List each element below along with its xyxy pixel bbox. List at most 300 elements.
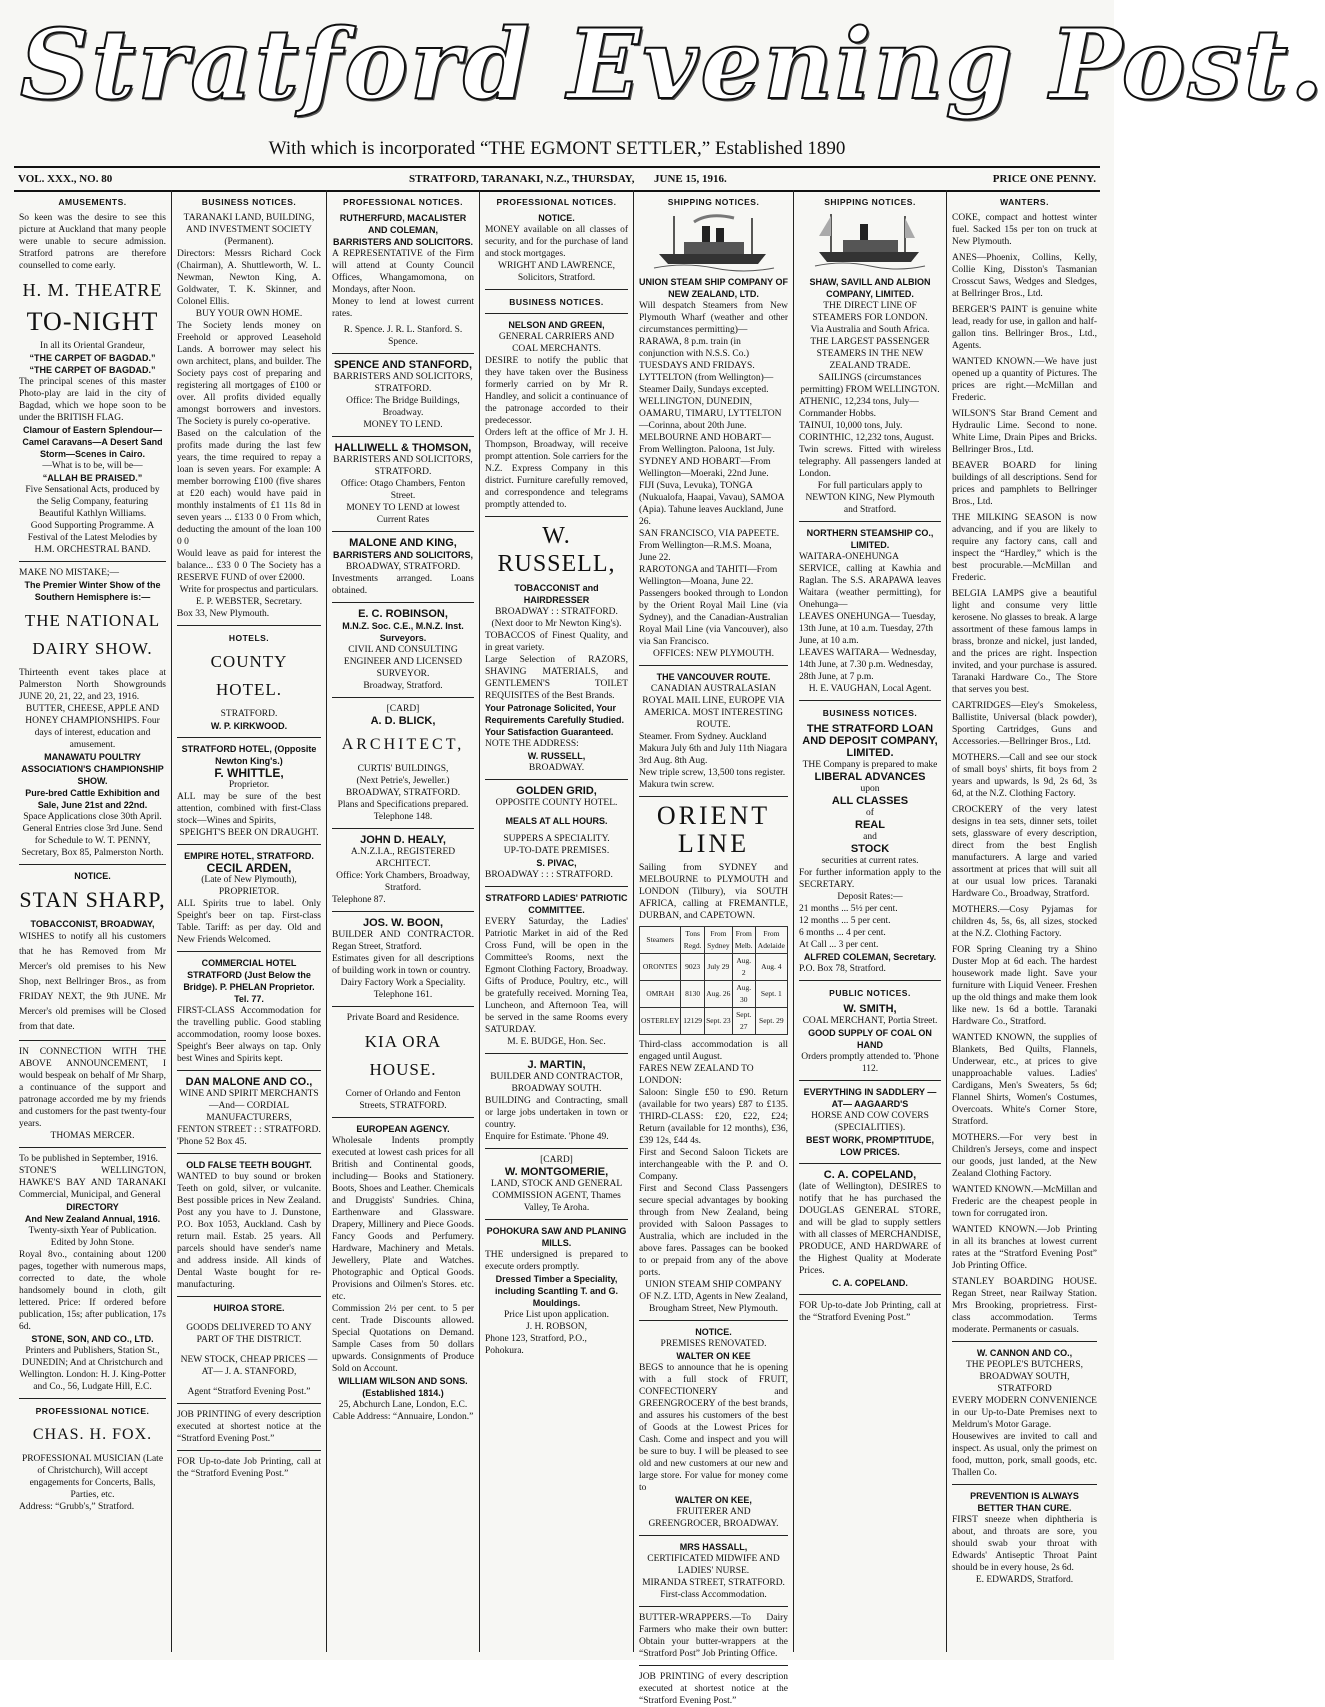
ad-text: BEST WORK, PROMPTITUDE, LOW PRICES. bbox=[806, 1135, 934, 1157]
sailing-item: SAN FRANCISCO, VIA PAPEETE. From Wellington—R.M.S. Moana, June 22. bbox=[639, 529, 780, 563]
section-heading: BUSINESS NOTICES. bbox=[822, 708, 918, 718]
ad-text: Proprietor. bbox=[228, 780, 270, 790]
section-heading: BUSINESS NOTICES. bbox=[201, 197, 297, 207]
section-heading: SHIPPING NOTICES. bbox=[824, 197, 916, 207]
section-heading: PROFESSIONAL NOTICES. bbox=[343, 197, 463, 207]
ad-text: Dairy Factory Work a Speciality. Telephone 161. bbox=[340, 978, 466, 1000]
divider bbox=[19, 1398, 166, 1399]
ad-heading: HALLIWELL & THOMSON, bbox=[334, 442, 472, 454]
divider bbox=[639, 665, 788, 666]
ad-text: BUTTER, CHEESE, APPLE AND HONEY CHAMPIONSHIPS. Four days of interest, education and amusement. bbox=[25, 704, 160, 750]
ad-text: Office: Otago Chambers, Fenton Street. bbox=[340, 479, 466, 501]
ad-heading: KIA ORA HOUSE. bbox=[364, 1032, 442, 1079]
ad-text: THE LARGEST PASSENGER STEAMERS IN THE NEW ZEALAND TRADE. bbox=[810, 337, 930, 371]
divider bbox=[639, 1320, 788, 1321]
notice-heading: NOTICE. bbox=[538, 213, 575, 223]
ad-text: Printers and Publishers, Station St., DUNEDIN; And at Christchurch and Wellington. London: H. J. King-Potter and Co., 56, Ludgate Hill, E.C. bbox=[19, 1346, 166, 1392]
sailing-item: SYDNEY AND HOBART—From Wellington—Moeraki, 22nd June. bbox=[639, 457, 771, 479]
steamship-illustration bbox=[639, 212, 788, 272]
ad-text: First and Second Saloon Tickets are interchangeable with the P. and O. Company. bbox=[639, 1148, 788, 1182]
divider bbox=[177, 1153, 321, 1154]
ad-heading: POHOKURA SAW AND PLANING MILLS. bbox=[486, 1226, 627, 1248]
divider bbox=[639, 796, 788, 797]
table-header: Tons Regd. bbox=[681, 927, 705, 954]
table-cell: 8130 bbox=[681, 981, 705, 1008]
volume-number: VOL. XXX., NO. 80 bbox=[18, 173, 113, 185]
ad-text: WANTED to buy sound or broken Teeth on gold, silver, or vulcanite. Best possible prices in New Zealand. Post any you have to J. Dunstone, P.O. Box 1053, Auckland. Cash by return mail. Estab. 25 years. All parcels should have sender's name and address inside. All kinds of Dental Waste bought for re-manufacturing. bbox=[177, 1172, 321, 1290]
ad-text: MONEY TO LEND at lowest Current Rates bbox=[346, 503, 460, 525]
ad-text: The principal scenes of this master Photo-play are laid in the city of Bagdad, which we hope soon to be under the BRITISH FLAG. bbox=[19, 377, 166, 423]
dateline bbox=[14, 166, 1100, 192]
ad-text: CURTIS' BUILDINGS, bbox=[357, 764, 449, 774]
divider bbox=[177, 951, 321, 952]
divider bbox=[799, 980, 941, 981]
ad-text: Commission 2½ per cent. to 5 per cent. Trade Discounts allowed. Special Quotations on Demand. Sample Cases from 50 dollars upwards. Consignments of Produce Sold on Account. bbox=[332, 1304, 474, 1374]
ad-text: Plans and Specifications prepared. Telephone 148. bbox=[337, 800, 469, 822]
ad-text: SAILINGS (circumstances permitting) FROM WELLINGTON. bbox=[800, 373, 940, 395]
ad-text: W. P. KIRKWOOD. bbox=[210, 721, 288, 731]
divider bbox=[485, 313, 628, 314]
ad-text: ALFRED COLEMAN, Secretary. bbox=[803, 952, 937, 962]
table-cell: Sept. 1 bbox=[755, 981, 787, 1008]
ad-heading: NORTHERN STEAMSHIP CO., LIMITED. bbox=[806, 528, 934, 550]
table-cell: Sept. 29 bbox=[755, 1008, 787, 1035]
ad-heading: THE NATIONAL DAIRY SHOW. bbox=[24, 611, 161, 658]
sailing-item: FIJI (Suva, Levuka), TONGA (Nukualofa, Haapai, Vavau), SAMOA (Apia). Tahune leaves Auckland, June 26. bbox=[639, 481, 784, 527]
divider bbox=[332, 828, 474, 829]
ad-text: THE undersigned is prepared to execute orders promptly. bbox=[485, 1250, 628, 1272]
ad-heading: GOLDEN GRID, bbox=[516, 785, 597, 797]
ad-text: BROADWAY : : : STRATFORD. bbox=[485, 870, 613, 880]
ad-text: Housewives are invited to call and inspect. As usual, only the primest on food, mutton, pork, small goods, etc. Thallen Co. bbox=[952, 1432, 1097, 1478]
ad-heading: E. C. ROBINSON, bbox=[358, 608, 448, 620]
ad-text: BROADWAY SOUTH. bbox=[511, 1084, 602, 1094]
ad-text: A.N.Z.I.A., REGISTERED ARCHITECT. bbox=[350, 847, 456, 869]
divider bbox=[332, 911, 474, 912]
classified-ad: MOTHERS.—Call and see our stock of small boys' shirts, fit boys from 2 years and upwards, ls 9d, 2s 6d, 3s 6d, at the N.Z. Clothing Factory. bbox=[952, 753, 1097, 799]
ad-text: Clamour of Eastern Splendour—Camel Caravans—A Desert Sand Storm—Scenes in Cairo. bbox=[22, 425, 163, 459]
table-row bbox=[640, 954, 788, 981]
ad-heading: SHAW, SAVILL AND ALBION COMPANY, LIMITED. bbox=[809, 277, 931, 299]
table-cell: 12129 bbox=[681, 1008, 705, 1035]
divider bbox=[332, 697, 474, 698]
classified-ad: THE MILKING SEASON is now advancing, and if you are likely to require any factory cans, call and inspect the “Hardley,” which is the best procurable.—McMillan and Frederic. bbox=[952, 513, 1097, 583]
divider bbox=[485, 1148, 628, 1149]
ad-text: Twin screws. Fitted with wireless telegraphy. All passengers landed at London. bbox=[799, 445, 941, 479]
ad-text: A REPRESENTATIVE of the Firm will attend at County Council Offices, Whangamomona, on Mondays, after Noon. bbox=[332, 249, 474, 295]
ad-text: THE Company is prepared to make bbox=[802, 760, 938, 770]
ad-text: M. E. BUDGE, Hon. Sec. bbox=[507, 1037, 606, 1047]
sailing-item: WELLINGTON, DUNEDIN, OAMARU, TIMARU, LYTTELTON—Corinna, about 20th June. bbox=[639, 397, 782, 431]
masthead-title: Stratford Evening Post. bbox=[20, 8, 1325, 121]
ad-text: IN CONNECTION WITH THE ABOVE ANNOUNCEMENT, I would bespeak on behalf of Mr Sharp, a continuance of the support and patronage accorded me by my friends and customers for the past twenty-four years. bbox=[19, 1047, 166, 1129]
ad-text: Steamer. From Sydney. Auckland Makura July 6th and July 11th Niagara 3rd Aug. 8th Aug. bbox=[639, 732, 787, 766]
ad-heading: TARANAKI LAND, BUILDING, AND INVESTMENT SOCIETY (Permanent). bbox=[183, 213, 315, 247]
divider bbox=[332, 353, 474, 354]
ad-text: STONE'S WELLINGTON, HAWKE'S BAY AND TARANAKI Commercial, Municipal, and General bbox=[19, 1166, 166, 1200]
table-cell: ORONTES bbox=[640, 954, 681, 981]
table-header: From Adelaide bbox=[755, 927, 787, 954]
ad-text: BROADWAY : : STRATFORD. bbox=[495, 607, 618, 617]
ad-text: Space Applications close 30th April. General Entries close 3rd June. Send for Schedule to W. T. PENNY, Secretary, Box 85, Palmerston North. bbox=[21, 812, 164, 858]
notice-heading: NOTICE. bbox=[695, 1327, 732, 1337]
divider bbox=[952, 1484, 1097, 1485]
dateline-date: JUNE 15, 1916. bbox=[654, 173, 727, 185]
ad-text: Sailing from SYDNEY and MELBOURNE to PLYMOUTH and LONDON (Tilbury), via SOUTH AFRICA, calling at FREMANTLE, DURBAN, and CAPETOWN. bbox=[639, 863, 788, 921]
ad-text: Agent “Stratford Evening Post.” bbox=[187, 1387, 311, 1397]
divider bbox=[952, 1341, 1097, 1342]
ad-heading: COMMERCIAL HOTEL STRATFORD (Just Below the Bridge). P. PHELAN Proprietor. Tel. 77. bbox=[183, 958, 315, 1004]
ad-text: Twenty-sixth Year of Publication. Edited by John Stone. bbox=[28, 1226, 157, 1248]
ad-heading: MRS HASSALL, bbox=[679, 1542, 748, 1552]
ad-text: STONE, SON, AND CO., LTD. bbox=[31, 1334, 154, 1344]
divider bbox=[19, 864, 166, 865]
table-row bbox=[640, 1008, 788, 1035]
divider bbox=[19, 1147, 166, 1148]
ad-text: LIBERAL ADVANCES bbox=[814, 771, 926, 783]
ad-heading: EVERYTHING IN SADDLERY —AT— AAGAARD'S bbox=[803, 1087, 937, 1109]
ad-heading: SPENCE AND STANFORD, bbox=[333, 359, 473, 371]
ad-text: MANAWATU POULTRY ASSOCIATION'S CHAMPIONSHIP SHOW. bbox=[21, 752, 164, 786]
table-cell: Aug. 30 bbox=[732, 981, 755, 1008]
masthead-subtitle: With which is incorporated “THE EGMONT SETTLER,” Established 1890 bbox=[268, 138, 846, 159]
ad-text: Enquire for Estimate. 'Phone 49. bbox=[485, 1132, 609, 1142]
ad-text: COAL MERCHANT, Portia Street. bbox=[802, 1016, 938, 1026]
ad-text: Royal 8vo., containing about 1200 pages, together with numerous maps, corrected to date, the whole handsomely bound in cloth, gilt lettered. Price: If ordered before publication, 15s; after publication, 17s 6d. bbox=[19, 1250, 166, 1332]
ad-heading: JOS. W. BOON, bbox=[362, 917, 444, 929]
classified-ad: CARTRIDGES—Eley's Smokeless, Ballistite, Universal (black powder), Sporting Cartridges, Guns and Accessories.—Bellringer Bros., Ltd. bbox=[952, 701, 1097, 747]
ad-text: Via Australia and South Africa. bbox=[810, 325, 930, 335]
ad-heading: EMPIRE HOTEL, STRATFORD. bbox=[184, 851, 314, 861]
ad-text: Office: The Bridge Buildings, Broadway. bbox=[346, 396, 460, 418]
sailing-item: CORINTHIC, 12,232 tons, August. bbox=[799, 433, 934, 443]
ad-heading: JOHN D. HEALY, bbox=[360, 834, 446, 846]
ad-text: Deposit Rates:— bbox=[837, 892, 903, 902]
ad-text: FIRST sneeze when diphtheria is about, and throats are sore, you should swab your throat with Edwards' Antiseptic Throat Paint should be in every house, 2s 6d. bbox=[952, 1515, 1097, 1573]
column-2 bbox=[172, 190, 327, 1652]
divider bbox=[639, 1665, 788, 1666]
sailing-item: LEAVES WAITARA— Wednesday, 14th June, at 7.30 p.m. Wednesday, 28th June, at 7 p.m. bbox=[799, 648, 937, 682]
ad-text: FOR Up-to-date Job Printing, call at the “Stratford Evening Post.” bbox=[177, 1457, 321, 1479]
column-6 bbox=[794, 190, 947, 1652]
divider bbox=[485, 289, 628, 290]
divider bbox=[799, 521, 941, 522]
ad-text: C. A. COPELAND. bbox=[832, 1278, 908, 1288]
notice-heading: NOTICE. bbox=[74, 871, 111, 881]
ad-text: of bbox=[866, 808, 874, 818]
ad-text: [CARD] bbox=[540, 1155, 573, 1165]
ad-heading: RUTHERFURD, MACALISTER AND COLEMAN, bbox=[339, 213, 467, 235]
ad-text: BUILDER AND CONTRACTOR. Regan Street, Stratford. bbox=[332, 930, 474, 952]
ad-text: PREMISES RENOVATED. bbox=[660, 1339, 767, 1349]
sailing-item: ATHENIC, 12,234 tons, July—Cornmander Hobbs. bbox=[799, 397, 919, 419]
ad-text: and bbox=[863, 832, 877, 842]
ad-text: ALL Spirits true to label. Only Speight's beer on tap. First-class Table. Tariff: as per day. Old and New Friends Welcomed. bbox=[177, 899, 321, 945]
ad-text: W. RUSSELL, bbox=[527, 751, 586, 761]
ad-text: GOOD SUPPLY OF COAL ON HAND bbox=[808, 1028, 932, 1050]
ad-text: MAKE NO MISTAKE;— bbox=[19, 568, 120, 578]
classified-ad: MOTHERS.—Cosy Pyjamas for children 4s, 5s, 6s, all sizes, stocked at the N.Z. Clothing Factory. bbox=[952, 905, 1097, 939]
ad-heading: J. MARTIN, bbox=[527, 1059, 586, 1071]
ad-text: 'Phone 52 Box 45. bbox=[177, 1137, 247, 1147]
ad-text: Investments arranged. Loans obtained. bbox=[332, 574, 474, 596]
section-heading: SHIPPING NOTICES. bbox=[667, 197, 760, 207]
ad-heading: MALONE AND KING, bbox=[349, 537, 457, 549]
divider bbox=[19, 1040, 166, 1041]
table-cell: OMRAH bbox=[640, 981, 681, 1008]
ad-text: BUTTER-WRAPPERS.—To Dairy Farmers who make their own butter: Obtain your butter-wrappers at the “Stratford Post” Job Printing Office. bbox=[639, 1613, 788, 1659]
columns bbox=[14, 190, 1102, 1706]
ad-text: FOR Up-to-date Job Printing, call at the “Stratford Evening Post.” bbox=[799, 1301, 941, 1323]
ad-text: WILLIAM WILSON AND SONS. (Established 1814.) bbox=[338, 1376, 468, 1398]
ad-text: For full particulars apply to NEWTON KING, New Plymouth and Stratford. bbox=[805, 481, 935, 515]
price: PRICE ONE PENNY. bbox=[992, 173, 1096, 185]
ad-text: PROFESSIONAL MUSICIAN (Late of Christchurch), Will accept engagements for Concerts, Balls, Parties, etc. bbox=[21, 1454, 164, 1500]
section-heading: PROFESSIONAL NOTICE. bbox=[35, 1406, 150, 1416]
sailing-item: RARAWA, 8 p.m. train (in conjunction with N.S.S. Co.) TUESDAYS AND FRIDAYS. bbox=[639, 337, 755, 371]
ad-text: DESIRE to notify the public that they have taken over the Business formerly carried on by Mr R. Handley, and solicit a continuance of the patronage accorded to their predecessor. bbox=[485, 356, 628, 426]
dateline-place: STRATFORD, TARANAKI, N.Z., THURSDAY, bbox=[409, 173, 635, 185]
ad-text: REAL bbox=[855, 819, 885, 831]
ad-text: CANADIAN AUSTRALASIAN ROYAL MAIL LINE, EUROPE VIA AMERICA. MOST INTERESTING ROUTE. bbox=[642, 684, 785, 730]
divider bbox=[332, 602, 474, 603]
ad-text: Passengers booked through to London by the Orient Royal Mail Line (via Sydney), and the Canadian-Australian Royal Mail Line (via Vancouver), also via San Francisco. bbox=[639, 589, 788, 647]
ad-text: MEALS AT ALL HOURS. bbox=[505, 816, 608, 826]
ad-text: MONEY TO LEND. bbox=[363, 420, 443, 430]
divider bbox=[177, 737, 321, 738]
section-heading: PROFESSIONAL NOTICES. bbox=[496, 197, 617, 207]
ad-text: MONEY available on all classes of security, and for the purchase of land and stock mortgages. bbox=[485, 225, 628, 259]
classified-ad: FOR Spring Cleaning try a Shino Duster Mop at 6d each. The hardest housework made light. Save your furniture with Liquid Veneer. Freshen up the old things and make them look like new. 1s 6d a bottle. Taranaki Hardware Co., Stratford. bbox=[952, 945, 1097, 1027]
ad-text: Corner of Orlando and Fenton Streets, STRATFORD. bbox=[345, 1089, 461, 1111]
ad-text: Wholesale Indents promptly executed at lowest cash prices for all British and Continental goods, including— Books and Stationery. Boots, Shoes and Leather. Chemicals and Druggists' Sundries. China, Earthenware and Glassware. Drapery, Millinery and Piece Goods. Fancy Goods and Perfumery. Hardware, Machinery and Metals. Jewellery, Plate and Watches. Photographic and Optical Goods. Provisions and Oilmen's Stores. etc. etc. bbox=[332, 1136, 474, 1302]
ad-text: Directors: Messrs Richard Cock (Chairman), A. Shuttleworth, W. L. Newman, Newton King, A. Goldwater, T. K. Skinner, and Colonel Ellis. bbox=[177, 249, 321, 307]
ad-text: Saloon: Single £50 to £90. Return (available for two years) £87 to £135. THIRD-CLASS: £20, £22, £24; Return (available for 12 months), £36, £39 12s, £44 4s. bbox=[639, 1088, 788, 1146]
divider bbox=[485, 1053, 628, 1054]
ad-heading: THE VANCOUVER ROUTE. bbox=[656, 672, 771, 682]
ad-text: FIRST-CLASS Accommodation for the travelling public. Good stabling accommodation, roomy loose boxes. Speight's Beer always on tap. Only best Wines and Spirits kept. bbox=[177, 1006, 321, 1064]
ad-text: WINE AND SPIRIT MERCHANTS —And— CORDIAL MANUFACTURERS, bbox=[179, 1089, 319, 1123]
ad-text: (Next door to Mr Newton King's). bbox=[491, 619, 622, 629]
rate-row: 21 months ... 5½ per cent. bbox=[799, 904, 898, 914]
masthead bbox=[20, 8, 1325, 121]
divider bbox=[177, 1450, 321, 1451]
ad-text: (Late of New Plymouth), PROPRIETOR. bbox=[201, 875, 297, 897]
ad-text: BARRISTERS AND SOLICITORS, STRATFORD. bbox=[333, 372, 473, 394]
ad-text: P.O. Box 78, Stratford. bbox=[799, 964, 886, 974]
ad-text: WAITARA-ONEHUNGA SERVICE, calling at Kawhia and Raglan. The S.S. ARAPAWA leaves Waitara (weather permitting), for Onehunga— bbox=[799, 552, 941, 610]
ad-text: ALL CLASSES bbox=[831, 795, 909, 807]
ad-text: THOMAS MERCER. bbox=[50, 1131, 135, 1141]
ad-text: FENTON STREET : : STRATFORD. bbox=[177, 1125, 321, 1135]
ad-heading: STRATFORD HOTEL, (Opposite Newton King's.) bbox=[181, 744, 317, 766]
ad-text: WISHES to notify all his customers that he has Removed from Mr Mercer's old premises to his New Shop, next Bellringer Bros., as from FRIDAY NEXT, the 9th JUNE. Mr Mercer's old premises will be Closed from that date. bbox=[19, 932, 166, 1032]
section-heading: PUBLIC NOTICES. bbox=[829, 988, 911, 998]
ad-text: First and Second Class Passengers secure special advantages by booking through from New Zealand, being provided with Saloon Passages to Australia, which are included in the above fares. Passages can be booked to or prepaid from any of the above ports. bbox=[639, 1184, 788, 1278]
ad-heading: COUNTY HOTEL. bbox=[210, 652, 288, 699]
ad-heading: NELSON AND GREEN, bbox=[508, 320, 605, 330]
ad-text: 25, Abchurch Lane, London, E.C. Cable Address: “Annuaire, London.” bbox=[332, 1400, 474, 1422]
ad-text: CIVIL AND CONSULTING ENGINEER AND LICENSED SURVEYOR. bbox=[343, 645, 463, 679]
classified-ad: BERGER'S PAINT is genuine white lead, ready for use, in gallon and half-gallon tins. Bellringer Bros., Ltd., Agents. bbox=[952, 305, 1097, 351]
ad-heading: W. RUSSELL, bbox=[497, 523, 616, 577]
ad-text: Orders promptly attended to. 'Phone 112. bbox=[801, 1052, 939, 1074]
ad-text: Telephone 87. bbox=[332, 895, 386, 905]
ad-heading: ORIENT LINE bbox=[656, 801, 771, 858]
ad-heading: HUIROA STORE. bbox=[213, 1303, 285, 1313]
ad-heading: OLD FALSE TEETH BOUGHT. bbox=[186, 1160, 312, 1170]
ad-heading: EUROPEAN AGENCY. bbox=[356, 1124, 450, 1134]
classified-ad: BEAVER BOARD for lining buildings of all descriptions. Send for prices and pamphlets to Bellringer Bros., Ltd. bbox=[952, 461, 1097, 507]
divider bbox=[332, 531, 474, 532]
table-header: From Sydney bbox=[704, 927, 732, 954]
ad-text: Large Selection of RAZORS, SHAVING MATERIALS, and GENTLEMEN'S TOILET REQUISITES of the Best Brands. bbox=[485, 655, 628, 701]
ad-text: THE DIRECT LINE OF STEAMERS FOR LONDON. bbox=[812, 301, 928, 323]
ad-text: Box 33, New Plymouth. bbox=[177, 609, 270, 619]
ad-text: TOBACCOS of Finest Quality, and in great variety. bbox=[485, 631, 628, 653]
ad-text: FRUITERER AND GREENGROCER, BROADWAY. bbox=[648, 1507, 779, 1529]
ad-text: JOB PRINTING of every description executed at shortest notice at the “Stratford Evening Post.” bbox=[639, 1672, 788, 1706]
ad-heading: THE STRATFORD LOAN AND DEPOSIT COMPANY, LIMITED. bbox=[802, 723, 938, 759]
ad-text: Pure-bred Cattle Exhibition and Sale, June 21st and 22nd. bbox=[25, 788, 160, 810]
rate-row: 12 months ... 5 per cent. bbox=[799, 916, 891, 926]
ad-text: In all its Oriental Grandeur, bbox=[40, 341, 145, 351]
sailing-table bbox=[639, 926, 788, 1035]
film-title: “THE CARPET OF BAGDAD.” bbox=[29, 353, 156, 363]
intro-text: So keen was the desire to see this picture at Auckland that many people were unable to secure admission. Stratford patrons are therefore counselled to come early. bbox=[19, 213, 166, 271]
ad-text: [CARD] bbox=[386, 704, 420, 714]
ad-heading: STAN SHARP, bbox=[19, 887, 166, 912]
divider bbox=[639, 1606, 788, 1607]
ad-text: BUILDING and Contracting, small or large jobs undertaken in town or country. bbox=[485, 1096, 628, 1130]
ad-text: THE PEOPLE'S BUTCHERS, BROADWAY SOUTH, STRATFORD bbox=[965, 1360, 1084, 1394]
ad-text: Good Supporting Programme. A Festival of the Latest Melodies by H.M. ORCHESTRAL BAND. bbox=[27, 521, 158, 555]
table-cell: Sept. 27 bbox=[732, 1008, 755, 1035]
classified-ad: ANES—Phoenix, Collins, Kelly, Collie King, Disston's Tasmanian Crosscut Saws, Wedges and Sledges, at Bellringer Bros., Ltd. bbox=[952, 253, 1097, 299]
divider bbox=[177, 1070, 321, 1071]
ad-heading: A. D. BLICK, bbox=[370, 715, 436, 727]
ad-text: BARRISTERS AND SOLICITORS, bbox=[332, 550, 473, 560]
sailing-item: RAROTONGA and TAHITI—From Wellington—Moana, June 22. bbox=[639, 565, 778, 587]
ad-text: CECIL ARDEN, bbox=[206, 861, 292, 875]
ad-text: OFFICES: NEW PLYMOUTH. bbox=[652, 649, 775, 659]
ad-text: BARRISTERS AND SOLICITORS, STRATFORD. bbox=[333, 455, 473, 477]
ad-text: Office: York Chambers, Broadway, Stratford. bbox=[336, 871, 470, 893]
rate-row: 6 months ... 4 per cent. bbox=[799, 928, 886, 938]
ad-text: WRIGHT AND LAWRENCE, Solicitors, Stratford. bbox=[497, 261, 615, 283]
column-5 bbox=[634, 190, 794, 1706]
ad-text: Private Board and Residence. bbox=[346, 1013, 460, 1023]
classified-ad: WANTED KNOWN.—McMillan and Frederic are the cheapest people in town for corrugated iron. bbox=[952, 1185, 1097, 1219]
steamship-illustration bbox=[799, 212, 941, 272]
ad-text: STOCK bbox=[850, 843, 890, 855]
table-header: Steamers bbox=[640, 927, 681, 954]
ad-heading: PREVENTION IS ALWAYS BETTER THAN CURE. bbox=[970, 1491, 1079, 1513]
ad-text: BARRISTERS AND SOLICITORS. bbox=[332, 237, 473, 247]
ad-heading: W. CANNON AND CO., bbox=[976, 1348, 1073, 1358]
section-heading: AMUSEMENTS. bbox=[58, 197, 127, 207]
ad-text: GOODS DELIVERED TO ANY PART OF THE DISTRICT. bbox=[186, 1323, 312, 1345]
ad-text: M.N.Z. Soc. C.E., M.N.Z. Inst. Surveyors. bbox=[342, 621, 464, 643]
ad-text: And New Zealand Annual, 1916. bbox=[24, 1214, 161, 1224]
ad-text: NOTE THE ADDRESS: bbox=[485, 739, 579, 749]
ad-heading: UNION STEAM SHIP COMPANY OF NEW ZEALAND, LTD. bbox=[639, 277, 789, 299]
sailing-item: MELBOURNE AND HOBART—From Wellington. Paloona, 1st July. bbox=[639, 433, 775, 455]
ad-text: S. PIVAC, bbox=[536, 858, 577, 868]
ad-text: J. H. ROBSON, bbox=[526, 1322, 587, 1332]
ad-text: WALTER ON KEE, bbox=[675, 1495, 752, 1505]
ad-text: Thirteenth event takes place at Palmerston North Showgrounds JUNE 20, 21, 22, and 23, 1916. bbox=[19, 668, 166, 702]
section-heading: WANTERS. bbox=[1000, 197, 1049, 207]
ad-text: BUILDER AND CONTRACTOR, bbox=[490, 1072, 623, 1082]
table-cell: Aug. 2 bbox=[732, 954, 755, 981]
divider bbox=[799, 1080, 941, 1081]
ad-text: MIRANDA STREET, STRATFORD. First-class Accommodation. bbox=[642, 1578, 785, 1600]
ad-text: JOB PRINTING of every description executed at shortest notice at the “Stratford Evening Post.” bbox=[177, 1410, 321, 1444]
ad-heading: C. A. COPELAND, bbox=[823, 1169, 917, 1181]
ad-text: Will despatch Steamers from New Plymouth Wharf (weather and other circumstances permitting)— bbox=[639, 301, 788, 335]
sailing-item: LEAVES ONEHUNGA— Tuesday, 13th June, at 10 a.m. Tuesday, 27th June, at 10 a.m. bbox=[799, 612, 936, 646]
ad-text: BROADWAY, STRATFORD. bbox=[345, 562, 461, 572]
classified-ad: STANLEY BOARDING HOUSE. Regan Street, near Railway Station. Mrs Brooking, proprietress. First-class accommodation. Terms moderate. Permanents or casuals. bbox=[952, 1277, 1097, 1335]
ad-text: LAND, STOCK AND GENERAL COMMISSION AGENT, Thames Valley, Te Aroha. bbox=[490, 1179, 623, 1213]
divider bbox=[332, 1117, 474, 1118]
divider bbox=[485, 1219, 628, 1220]
classified-ad: COKE, compact and hottest winter fuel. Sacked 15s per ton on truck at New Plymouth. bbox=[952, 213, 1097, 247]
ad-text: HORSE AND COW COVERS (SPECIALITIES). bbox=[811, 1111, 929, 1133]
film-title: “THE CARPET OF BAGDAD.” bbox=[29, 365, 156, 375]
ad-text: CERTIFICATED MIDWIFE AND LADIES' NURSE. bbox=[647, 1554, 780, 1576]
ad-text: Based on the calculation of the profits made during the last few years, the time required to repay a loan is seven years. For example: A member borrowing £100 (five shares at £20 each) would have paid in monthly instalments of £1 11s 8d in seven years ... £133 0 0 From which, deducting the amount of the loan 100 0 0 bbox=[177, 429, 321, 547]
table-cell: Sept. 23 bbox=[704, 1008, 732, 1035]
ad-text: E. EDWARDS, Stratford. bbox=[975, 1575, 1074, 1585]
section-heading: HOTELS. bbox=[228, 633, 270, 643]
ad-text: Five Sensational Acts, produced by the Selig Company, featuring Beautiful Kathlyn Williams. bbox=[25, 485, 160, 519]
table-cell: OSTERLEY bbox=[640, 1008, 681, 1035]
ad-text: Price List upon application. bbox=[503, 1310, 609, 1320]
divider bbox=[799, 1163, 941, 1164]
ad-text: The Society lends money on Freehold or approved Leasehold Lands. A borrower may select his own architect, plans, and builder. The Society pays cost of preparing and registering all mortgages of £100 or over. All profits divided equally amongst borrowers and investors. The Society is purely co-operative. bbox=[177, 321, 321, 427]
ad-heading: W. MONTGOMERIE, bbox=[504, 1166, 609, 1178]
ad-text: OPPOSITE COUNTY HOTEL. bbox=[495, 798, 618, 808]
table-row bbox=[640, 981, 788, 1008]
divider bbox=[177, 625, 321, 626]
ad-text: NEW STOCK, CHEAP PRICES —AT— J. A. STANFORD, bbox=[180, 1355, 318, 1377]
divider bbox=[485, 779, 628, 780]
ad-text: STRATFORD. bbox=[220, 709, 278, 719]
ad-heading: W. SMITH, bbox=[843, 1003, 897, 1015]
classified-ad: WANTED KNOWN.—We have just opened up a quantity of Pictures. The prices are right.—McMillan and Frederic. bbox=[952, 357, 1097, 403]
ad-text: UP-TO-DATE PREMISES. bbox=[503, 846, 610, 856]
ad-text: Would leave as paid for interest the balance... £33 0 0 The Society has a RESERVE FUND of over £2000. bbox=[177, 549, 321, 583]
ad-text: securities at current rates. bbox=[821, 856, 919, 866]
ad-text: TOBACCONIST and HAIRDRESSER bbox=[514, 583, 599, 605]
ad-text: BROADWAY. bbox=[528, 763, 585, 773]
ad-text: BUY YOUR OWN HOME. bbox=[195, 309, 303, 319]
classified-ad: MOTHERS.—For very best in Children's Jerseys, come and inspect our goods, just landed, at the New Zealand Clothing Factory. bbox=[952, 1133, 1097, 1179]
table-cell: July 29 bbox=[704, 954, 732, 981]
ad-text: Third-class accommodation is all engaged until August. bbox=[639, 1040, 788, 1062]
ad-text: GENERAL CARRIERS AND COAL MERCHANTS. bbox=[498, 332, 615, 354]
ad-text: —What is to be, will be— bbox=[42, 461, 143, 471]
table-cell: Aug. 4 bbox=[755, 954, 787, 981]
divider bbox=[485, 886, 628, 887]
tonight-heading: TO-NIGHT bbox=[26, 307, 159, 336]
ad-text: SUPPERS A SPECIALITY. bbox=[503, 834, 610, 844]
ad-text: Broadway, Stratford. bbox=[363, 681, 443, 691]
ad-text: Orders left at the office of Mr J. H. Thompson, Broadway, will receive prompt attention. Sole carriers for the N.Z. Express Company in this district. Furniture carefully removed, and correspondence and telegrams promptly attended to. bbox=[485, 428, 628, 510]
ad-text: SPEIGHT'S BEER ON DRAUGHT. bbox=[179, 828, 319, 838]
